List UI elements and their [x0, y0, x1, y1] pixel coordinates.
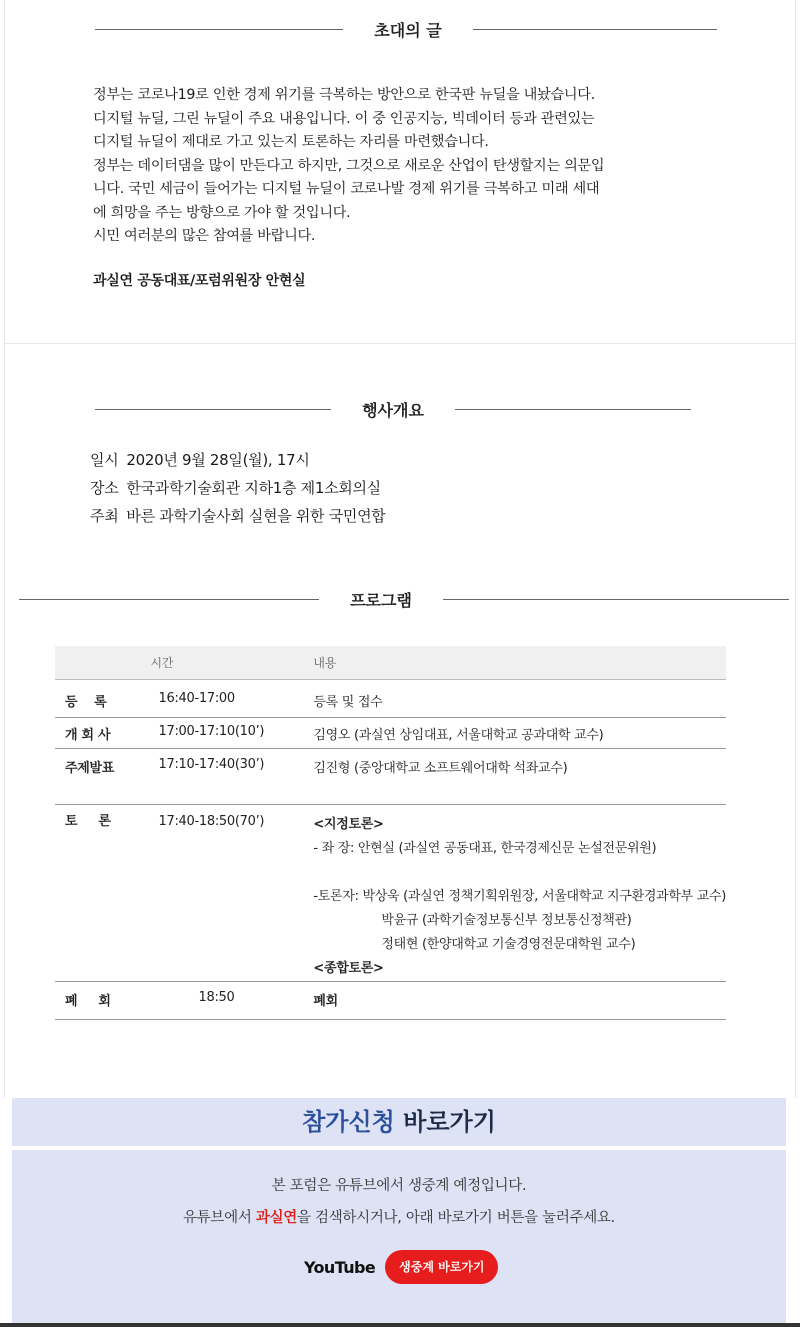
table-row-closing	[55, 981, 726, 1019]
heading-rule-right	[473, 29, 717, 30]
header-session	[55, 646, 147, 679]
session-time: 16:40-17:00	[147, 679, 296, 717]
session-time: 18:50	[198, 989, 235, 1005]
live-instructions-before: 유튜브에서	[183, 1210, 256, 1226]
overview-heading	[95, 398, 691, 421]
overview-key: 일시	[90, 451, 119, 469]
live-stream-box	[12, 1150, 786, 1327]
invitation-signature: 과실연 공동대표/포럼위원장 안현실	[93, 273, 306, 289]
heading-rule-left	[95, 409, 331, 410]
table-row-keynote	[55, 748, 726, 804]
header-content: 내용	[295, 646, 726, 679]
session-time: 17:10-17:40(30’)	[147, 748, 296, 804]
program-header-row	[55, 646, 726, 679]
invitation-line: 정부는 코로나19로 인한 경제 위기를 극복하는 방안으로 한국판 뉴딜을 내놨습니다.	[93, 87, 595, 103]
heading-rule-right	[455, 409, 691, 410]
live-stream-button[interactable]: 생중계 바로가기	[385, 1250, 498, 1284]
overview-row-host	[90, 502, 386, 530]
invitation-title: 초대의 글	[374, 21, 442, 40]
invitation-line: 니다. 국민 세금이 들어가는 디지털 뉴딜이 코로나발 경제 위기를 극복하고 미래 세대	[93, 181, 600, 197]
live-instructions	[12, 1206, 786, 1227]
program-table	[55, 646, 726, 1020]
session-content: 김진형 (중앙대학교 소프트웨어대학 석좌교수)	[295, 748, 726, 804]
session-content: 등록 및 접수	[295, 679, 726, 717]
youtube-logo: YouTube	[304, 1257, 376, 1277]
discussion-content	[295, 804, 726, 981]
search-keyword: 과실연	[255, 1210, 297, 1226]
signup-highlight: 참가신청	[302, 1108, 395, 1136]
session-label: 개 회 사	[55, 717, 147, 748]
session-content: 김영오 (과실연 상임대표, 서울대학교 공과대학 교수)	[295, 717, 726, 748]
invitation-line: 시민 여러분의 많은 참여를 바랍니다.	[93, 228, 316, 244]
overview-key: 장소	[90, 479, 119, 497]
table-row-discussion	[55, 804, 726, 981]
designated-discussion: <지정토론>	[313, 816, 384, 832]
footer-bar	[0, 1323, 800, 1327]
discussion-chair: - 좌 장: 안현실 (과실연 공동대표, 한국경제신문 논설전문위원)	[313, 840, 657, 856]
heading-rule-right	[443, 599, 789, 600]
overview-value: 2020년 9월 28일(월), 17시	[126, 451, 310, 469]
overview-row-place	[90, 474, 386, 502]
overview-row-date	[90, 446, 386, 474]
overview-value: 한국과학기술회관 지하1층 제1소회의실	[126, 479, 381, 497]
overview-title: 행사개요	[362, 401, 424, 420]
table-row-registration	[55, 679, 726, 717]
discussion-panelist: -토론자: 박상욱 (과실연 정책기획위원장, 서울대학교 지구환경과학부 교수)	[313, 888, 726, 904]
invitation-line: 정부는 데이터댐을 많이 만든다고 하지만, 그것으로 새로운 산업이 탄생할지는 의문입	[93, 157, 605, 174]
live-notice: 본 포럼은 유튜브에서 생중계 예정입니다.	[271, 1178, 527, 1194]
invitation-line: 디지털 뉴딜이 제대로 가고 있는지 토론하는 자리를 마련했습니다.	[93, 134, 489, 150]
session-time: 17:40-18:50(70’)	[147, 804, 296, 981]
invitation-panel	[4, 0, 796, 344]
program-title: 프로그램	[350, 591, 412, 610]
session-label: 등 록	[55, 679, 147, 717]
session-label: 주제발표	[55, 748, 147, 804]
spacer	[313, 861, 726, 885]
youtube-row	[304, 1250, 498, 1284]
session-content: 폐회	[295, 981, 726, 1019]
discussion-panelist: 박윤규 (과학기술정보통신부 정보통신정책관)	[381, 912, 632, 928]
session-label: 폐 회	[55, 981, 147, 1019]
general-discussion: <종합토론>	[313, 960, 384, 976]
discussion-panelist: 정태현 (한양대학교 기술경영전문대학원 교수)	[381, 936, 636, 952]
signup-rest: 바로가기	[394, 1108, 496, 1136]
program-heading	[19, 588, 789, 611]
heading-rule-left	[19, 599, 319, 600]
overview-list	[90, 446, 386, 530]
header-time: 시간	[147, 646, 296, 679]
overview-key: 주최	[90, 507, 119, 525]
table-row-opening	[55, 717, 726, 748]
live-instructions-after: 을 검색하시거나, 아래 바로가기 버튼을 눌러주세요.	[296, 1210, 615, 1226]
invitation-line: 디지털 뉴딜, 그린 뉴딜이 주요 내용입니다. 이 중 인공지능, 빅데이터 등과 관련있는	[93, 110, 595, 127]
session-time-cell	[147, 981, 296, 1019]
invitation-heading	[95, 18, 717, 41]
session-time: 17:00-17:10(10’)	[147, 717, 296, 748]
overview-value: 바른 과학기술사회 실현을 위한 국민연합	[126, 507, 386, 525]
signup-banner[interactable]	[12, 1098, 786, 1146]
session-label: 토 론	[55, 804, 147, 981]
invitation-body	[93, 84, 753, 249]
heading-rule-left	[95, 29, 343, 30]
invitation-line: 에 희망을 주는 방향으로 가야 할 것입니다.	[93, 204, 351, 221]
